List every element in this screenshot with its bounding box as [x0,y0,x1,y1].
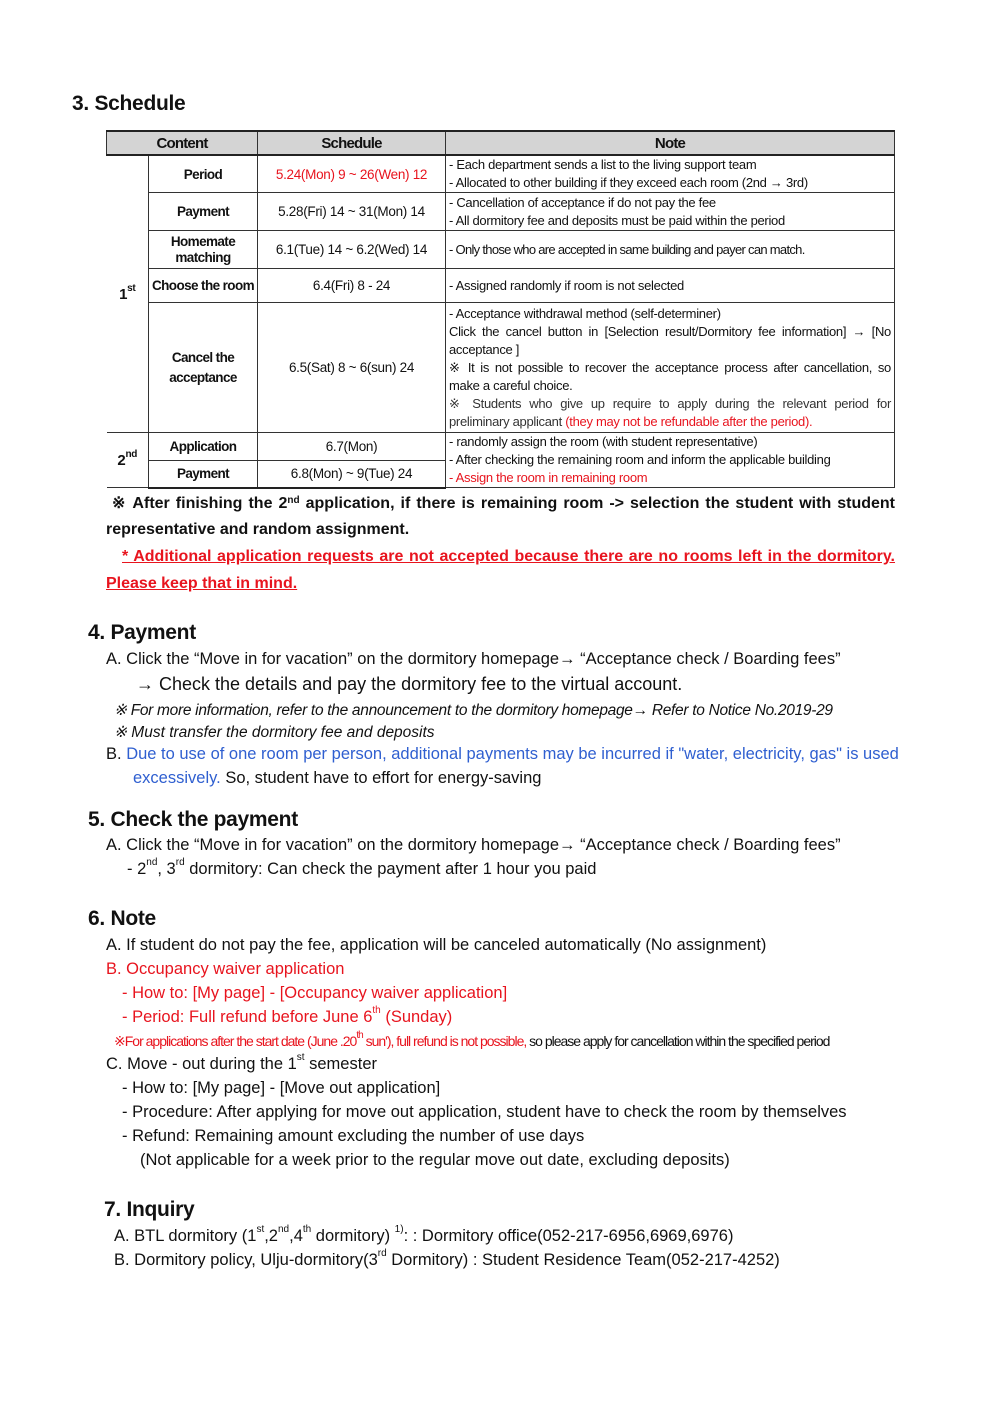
check-detail: - 2nd, 3rd dormitory: Can check the payment after 1 hour you paid [127,857,597,878]
col-header-schedule: Schedule [258,131,446,155]
note-a: A. If student do not pay the fee, application will be canceled automatically (No assignment) [106,936,767,954]
row-note: - Acceptance withdrawal method (self-determiner) Click the cancel button in [Selection result/Dormitory fee information] → [No acceptance ] ※ It is not possible to recover the acceptance process after cancellation, so make a careful choice. ※ Students who give up require to apply during the relevant period for preliminary applicant (they may not be refundable after the period). [446,303,895,433]
note-b-how: - How to: [My page] - [Occupancy waiver application] [122,984,508,1002]
row-schedule: 6.8(Mon) ~ 9(Tue) 24 [258,461,446,488]
payment-a1: A. Click the “Move in for vacation” on the dormitory homepage→ “Acceptance check / Boarding fees” [106,650,841,668]
row-content: Payment [149,461,258,488]
row-note: - randomly assign the room (with student representative) - After checking the remaining room and inform the applicable building - Assign the room in remaining room [446,433,895,488]
payment-heading: 4. Payment [88,621,196,644]
row-note: - Each department sends a list to the living support team - Allocated to other building if they exceed each room (2nd → 3rd) [446,155,895,193]
inquiry-b: B. Dormitory policy, Ulju-dormitory(3rd Dormitory) : Student Residence Team(052-217-4252) [114,1248,780,1269]
schedule-heading: 3. Schedule [72,92,186,115]
payment-b-cont: excessively. So, student have to effort for energy-saving [133,769,542,787]
row-schedule: 6.5(Sat) 8 ~ 6(sun) 24 [258,303,446,433]
table-header-row [107,131,895,155]
phase-1-label: 1st [107,155,149,433]
table-row [107,231,895,269]
inquiry-heading: 7. Inquiry [104,1198,195,1221]
warning-text: * Additional application requests are not accepted because there are no rooms left in the dormitory. Please keep that in mind. [106,548,895,592]
note-c-how: - How to: [My page] - [Move out application] [122,1079,441,1097]
table-row [107,269,895,303]
row-content: Payment [149,193,258,231]
row-schedule: 6.1(Tue) 14 ~ 6.2(Wed) 14 [258,231,446,269]
row-content: Homemate matching [149,231,258,269]
table-row [107,303,895,433]
table-row [107,155,895,193]
inquiry-a: A. BTL dormitory (1st,2nd,4th dormitory) $^{1)}$: : Dormitory office(052-217-6956,6969,6976) [114,1224,734,1245]
col-header-content: Content [107,131,258,155]
payment-b: B. Due to use of one room per person, additional payments may be incurred if "water, electricity, gas" is used [106,745,899,763]
row-content: Choose the room [149,269,258,303]
note-c-refund-detail: (Not applicable for a week prior to the regular move out date, excluding deposits) [140,1151,730,1169]
note-c-refund: - Refund: Remaining amount excluding the number of use days [122,1127,585,1145]
phase-2-label: 2nd [107,433,149,488]
table-row [107,433,895,461]
table-row [107,193,895,231]
check-heading: 5. Check the payment [88,808,298,831]
note-b: B. Occupancy waiver application [106,960,345,978]
note-b-warning: ※For applications after the start date (June .20th sun'), full refund is not possible, so please apply for cancellation within the specified period [114,1030,830,1049]
row-schedule: 5.28(Fri) 14 ~ 31(Mon) 14 [258,193,446,231]
note-c-procedure: - Procedure: After applying for move out application, student have to check the room by themselves [122,1103,847,1121]
payment-a2: → Check the details and pay the dormitory fee to the virtual account. [136,674,683,694]
row-note: - Only those who are accepted in same building and payer can match. [446,231,895,269]
row-content: Application [149,433,258,461]
row-content: Period [149,155,258,193]
row-note: - Cancellation of acceptance if do not pay the fee - All dormitory fee and deposits must be paid within the period [446,193,895,231]
schedule-table [106,130,895,489]
row-schedule: 5.24(Mon) 9 ~ 26(Wen) 12 [258,155,446,193]
note-c: C. Move - out during the 1st semester [106,1052,377,1073]
payment-ref2: ※ Must transfer the dormitory fee and deposits [114,724,435,741]
note-b-period: - Period: Full refund before June 6th (Sunday) [122,1005,453,1026]
row-schedule: 6.4(Fri) 8 - 24 [258,269,446,303]
row-content: Cancel the acceptance [149,303,258,433]
check-a: A. Click the “Move in for vacation” on the dormitory homepage→ “Acceptance check / Boarding fees” [106,836,841,854]
col-header-note: Note [446,131,895,155]
after-note: ※ After finishing the 2nd application, if there is remaining room -> selection the student with student representative and random assignment. [106,495,896,538]
row-schedule: 6.7(Mon) [258,433,446,461]
note-heading: 6. Note [88,907,156,930]
payment-ref1: ※ For more information, refer to the announcement to the dormitory homepage→ Refer to Notice No.2019-29 [114,702,833,719]
row-note: - Assigned randomly if room is not selected [446,269,895,303]
